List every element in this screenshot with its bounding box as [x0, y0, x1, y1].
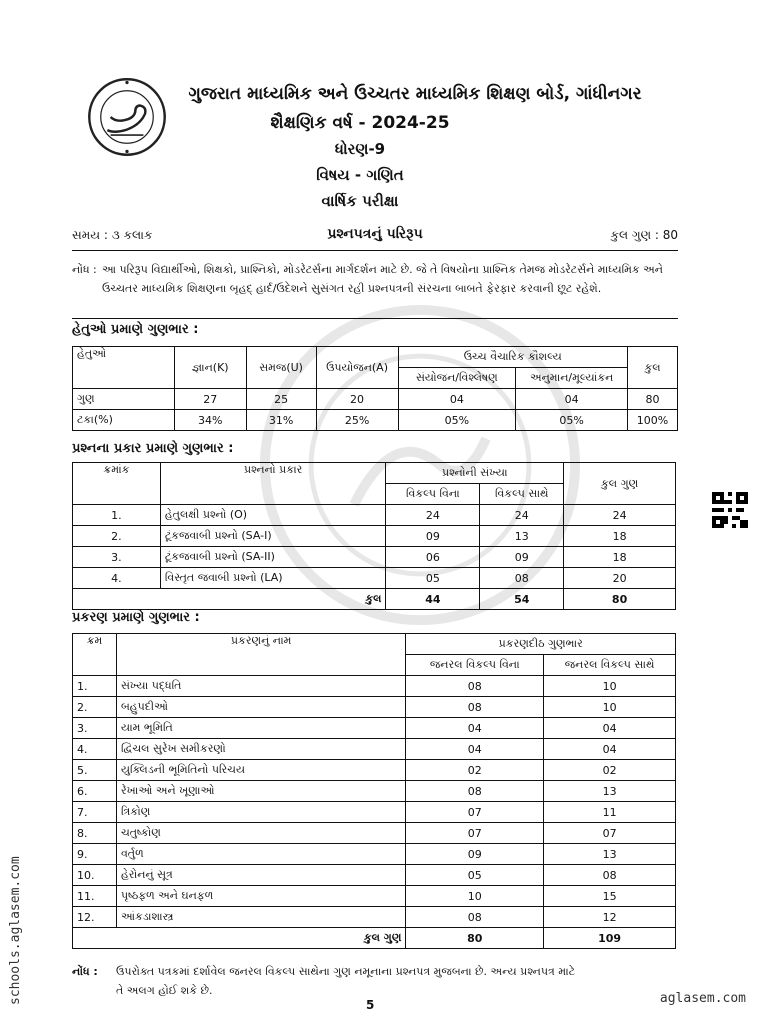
- cell: 04: [544, 718, 676, 739]
- table-row: [73, 676, 676, 697]
- cell: યુક્લિડની ભૂમિતિનો પરિચય: [116, 760, 405, 781]
- table-row: [73, 760, 676, 781]
- cell: 15: [544, 886, 676, 907]
- chapters-table: [72, 633, 676, 949]
- col-understanding: સમજ(U): [246, 347, 316, 389]
- cell: 10: [544, 697, 676, 718]
- cell: 04: [398, 389, 516, 410]
- col-no: ક્રમાંક: [73, 463, 161, 505]
- cell: સંખ્યા પદ્ધતિ: [116, 676, 405, 697]
- table-row: [73, 802, 676, 823]
- col-type: પ્રશ્નનો પ્રકાર: [160, 463, 386, 505]
- cell: યામ ભૂમિતિ: [116, 718, 405, 739]
- divider: [72, 318, 678, 319]
- side-watermark: schools.aglasem.com: [8, 856, 23, 1005]
- cell: 09: [386, 526, 480, 547]
- col-knowledge: જ્ઞાન(K): [174, 347, 246, 389]
- cell: 24: [564, 505, 676, 526]
- col-weight: પ્રકરણદીઠ ગુણભાર: [406, 634, 676, 655]
- table-row: [73, 886, 676, 907]
- cell: 08: [406, 781, 544, 802]
- cell: 54: [480, 589, 564, 610]
- cell: 31%: [246, 410, 316, 431]
- cell: 07: [544, 823, 676, 844]
- cell: 27: [174, 389, 246, 410]
- note-label: નોંધ :: [72, 965, 98, 978]
- cell: 20: [564, 568, 676, 589]
- cell: પૃષ્ઠફળ અને ઘનફળ: [116, 886, 405, 907]
- cell: 08: [406, 907, 544, 928]
- cell: 10.: [73, 865, 117, 886]
- table-row: [73, 505, 676, 526]
- cell: 10: [544, 676, 676, 697]
- col-objectives: હેતુઓ: [73, 347, 175, 389]
- col-total: કુલ ગુણ: [564, 463, 676, 505]
- cell: 09: [406, 844, 544, 865]
- cell: ત્રિકોણ: [116, 802, 405, 823]
- cell: ચતુષ્કોણ: [116, 823, 405, 844]
- total-row: [73, 589, 676, 610]
- col-hots: ઉચ્ચ વૈચારિક કૌશલ્ય: [398, 347, 627, 368]
- cell: 9.: [73, 844, 117, 865]
- cell: 24: [386, 505, 480, 526]
- board-name: ગુજરાત માધ્યમિક અને ઉચ્ચતર માધ્યમિક શિક્ષણ બોર્ડ, ગાંધીનગર: [188, 84, 642, 104]
- cell: 09: [480, 547, 564, 568]
- blueprint-title: પ્રશ્નપત્રનું પરિરૂપ: [327, 226, 423, 242]
- cell: 04: [544, 739, 676, 760]
- cell: 1.: [73, 505, 161, 526]
- note-top: [72, 260, 678, 318]
- cell: વર્તુળ: [116, 844, 405, 865]
- table-row: [73, 844, 676, 865]
- exam-meta-row: [72, 226, 678, 246]
- table-row: [73, 389, 678, 410]
- cell: બહુપદીઓ: [116, 697, 405, 718]
- cell: 05: [386, 568, 480, 589]
- divider: [72, 250, 678, 251]
- row-label: ટકા(%): [73, 410, 175, 431]
- sub-without: વિકલ્પ વિના: [386, 484, 480, 505]
- sub-evaluation: અનુમાન/મૂલ્યાંકન: [516, 368, 628, 389]
- col-count: પ્રશ્નોની સંખ્યા: [386, 463, 564, 484]
- cell: 25%: [316, 410, 398, 431]
- sub-with: જનરલ વિકલ્પ સાથે: [544, 655, 676, 676]
- table-row: [73, 907, 676, 928]
- cell: 12: [544, 907, 676, 928]
- col-total: કુલ: [628, 347, 678, 389]
- table-row: [73, 547, 676, 568]
- total-label: કુલ ગુણ: [73, 928, 406, 949]
- cell: 44: [386, 589, 480, 610]
- chapters-heading: પ્રકરણ પ્રમાણે ગુણભાર :: [72, 610, 200, 625]
- cell: 80: [564, 589, 676, 610]
- cell: 02: [406, 760, 544, 781]
- cell: 80: [628, 389, 678, 410]
- cell: 02: [544, 760, 676, 781]
- cell: 3.: [73, 547, 161, 568]
- table-row: [73, 823, 676, 844]
- cell: 18: [564, 547, 676, 568]
- qr-code-icon: [712, 492, 748, 528]
- cell: 05%: [516, 410, 628, 431]
- cell: 10: [406, 886, 544, 907]
- cell: રેખાઓ અને ખૂણાઓ: [116, 781, 405, 802]
- subject: વિષય - ગણિત: [316, 166, 404, 184]
- note-label: નોંધ :: [72, 263, 97, 276]
- cell: 109: [544, 928, 676, 949]
- cell: ટૂંકજવાબી પ્રશ્નો (SA-II): [160, 547, 386, 568]
- cell: 1.: [73, 676, 117, 697]
- table-row: [73, 865, 676, 886]
- cell: 07: [406, 802, 544, 823]
- cell: 34%: [174, 410, 246, 431]
- sub-without: જનરલ વિકલ્પ વિના: [406, 655, 544, 676]
- note-text: આ પરિરૂપ વિદ્યાર્થીઓ, શિક્ષકો, પ્રાશ્નિકો, મોડરેટર્સના માર્ગદર્શન માટે છે. જે તે વિષયોના પ્રાશ્નિક તેમજ મોડરેટર્સને માધ્યમિક અને ઉચ્ચતર માધ્યમિક શિક્ષણના બૃહદ્ હાર્દ/ઉદેશને સુસંગત રહી પ્રશ્નપત્રની સંરચના બાબતે ફેરફાર કરવાની છૂટ રહેશે.: [102, 263, 663, 295]
- cell: વિસ્તૃત જવાબી પ્રશ્નો (LA): [160, 568, 386, 589]
- table-row: [73, 410, 678, 431]
- cell: 4.: [73, 568, 161, 589]
- cell: 08: [406, 676, 544, 697]
- cell: 5.: [73, 760, 117, 781]
- cell: 11.: [73, 886, 117, 907]
- cell: 08: [480, 568, 564, 589]
- cell: 3.: [73, 718, 117, 739]
- cell: 2.: [73, 526, 161, 547]
- cell: 13: [544, 781, 676, 802]
- table-row: [73, 739, 676, 760]
- cell: 18: [564, 526, 676, 547]
- sub-with: વિકલ્પ સાથે: [480, 484, 564, 505]
- cell: 08: [406, 697, 544, 718]
- cell: 04: [406, 718, 544, 739]
- cell: હેરોનનું સૂત્ર: [116, 865, 405, 886]
- note-bottom: [72, 962, 678, 1002]
- cell: 05: [406, 865, 544, 886]
- cell: 4.: [73, 739, 117, 760]
- cell: 6.: [73, 781, 117, 802]
- cell: 13: [544, 844, 676, 865]
- table-row: [73, 781, 676, 802]
- table-row: [73, 697, 676, 718]
- note-text: ઉપરોક્ત પત્રકમાં દર્શાવેલ જનરલ વિકલ્પ સાથેના ગુણ નમૂનાના પ્રશ્નપત્ર મુજબના છે. અન્ય પ્રશ્નપત્ર માટે તે અલગ હોઈ શકે છે.: [116, 965, 576, 997]
- cell: 7.: [73, 802, 117, 823]
- cell: 04: [516, 389, 628, 410]
- cell: 08: [544, 865, 676, 886]
- cell: 25: [246, 389, 316, 410]
- cell: 8.: [73, 823, 117, 844]
- cell: 04: [406, 739, 544, 760]
- cell: 05%: [398, 410, 516, 431]
- cell: 06: [386, 547, 480, 568]
- brand-watermark: aglasem.com: [659, 991, 746, 1006]
- board-logo: [86, 76, 168, 158]
- objectives-heading: હેતુઓ પ્રમાણે ગુણભાર :: [72, 322, 199, 337]
- exam-duration: સમય : ૩ કલાક: [72, 228, 153, 242]
- cell: 100%: [628, 410, 678, 431]
- cell: દ્વિચલ સુરેખ સમીકરણો: [116, 739, 405, 760]
- cell: 2.: [73, 697, 117, 718]
- col-application: ઉપયોજન(A): [316, 347, 398, 389]
- total-marks: કુલ ગુણ : 80: [610, 228, 678, 242]
- exam-name: વાર્ષિક પરીક્ષા: [321, 192, 399, 210]
- cell: 24: [480, 505, 564, 526]
- cell: 11: [544, 802, 676, 823]
- cell: 80: [406, 928, 544, 949]
- sub-synthesis: સંયોજન/વિશ્લેષણ: [398, 368, 516, 389]
- cell: 12.: [73, 907, 117, 928]
- academic-year: શૈક્ષણિક વર્ષ - 2024-25: [270, 113, 450, 133]
- qtypes-heading: પ્રશ્નના પ્રકાર પ્રમાણે ગુણભાર :: [72, 441, 234, 456]
- cell: આંકડાશાસ્ત્ર: [116, 907, 405, 928]
- col-no: ક્રમ: [73, 634, 117, 676]
- cell: ટૂંકજવાબી પ્રશ્નો (SA-I): [160, 526, 386, 547]
- cell: હેતુલક્ષી પ્રશ્નો (O): [160, 505, 386, 526]
- objectives-table: [72, 346, 678, 431]
- col-name: પ્રકરણનું નામ: [116, 634, 405, 676]
- table-row: [73, 568, 676, 589]
- qtypes-table: [72, 462, 676, 610]
- table-row: [73, 526, 676, 547]
- total-row: [73, 928, 676, 949]
- row-label: ગુણ: [73, 389, 175, 410]
- standard: ધોરણ-9: [334, 140, 386, 158]
- cell: 20: [316, 389, 398, 410]
- page-number: 5: [366, 998, 375, 1012]
- cell: 07: [406, 823, 544, 844]
- table-row: [73, 718, 676, 739]
- cell: 13: [480, 526, 564, 547]
- total-label: કુલ: [73, 589, 386, 610]
